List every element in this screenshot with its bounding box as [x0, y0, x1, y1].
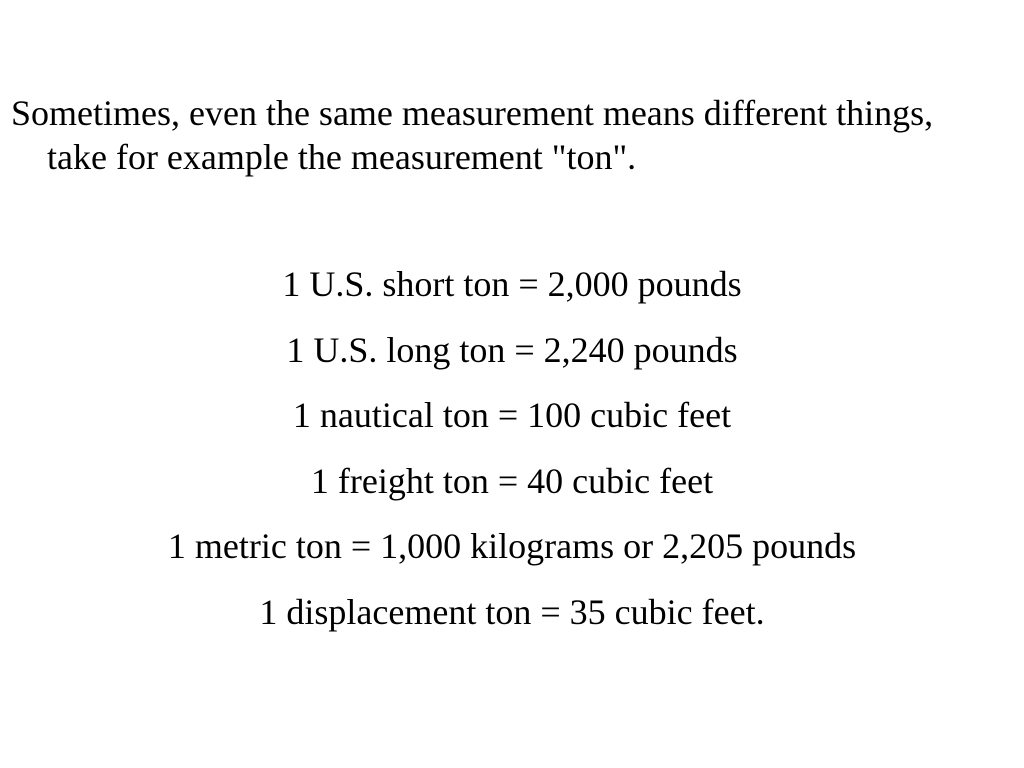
definition-displacement-ton: 1 displacement ton = 35 cubic feet. [259, 591, 765, 632]
definition-nautical-ton: 1 nautical ton = 100 cubic feet [292, 395, 732, 436]
ton-definitions-list [0, 262, 1024, 656]
definition-metric-ton: 1 metric ton = 1,000 kilograms or 2,205 pounds [167, 526, 857, 567]
definition-freight-ton: 1 freight ton = 40 cubic feet [310, 460, 714, 501]
intro-paragraph: Sometimes, even the same measurement means different things, take for example the measurement "ton". [11, 93, 934, 177]
definition-short-ton: 1 U.S. short ton = 2,000 pounds [282, 264, 742, 304]
definition-long-ton: 1 U.S. long ton = 2,240 pounds [286, 329, 738, 370]
